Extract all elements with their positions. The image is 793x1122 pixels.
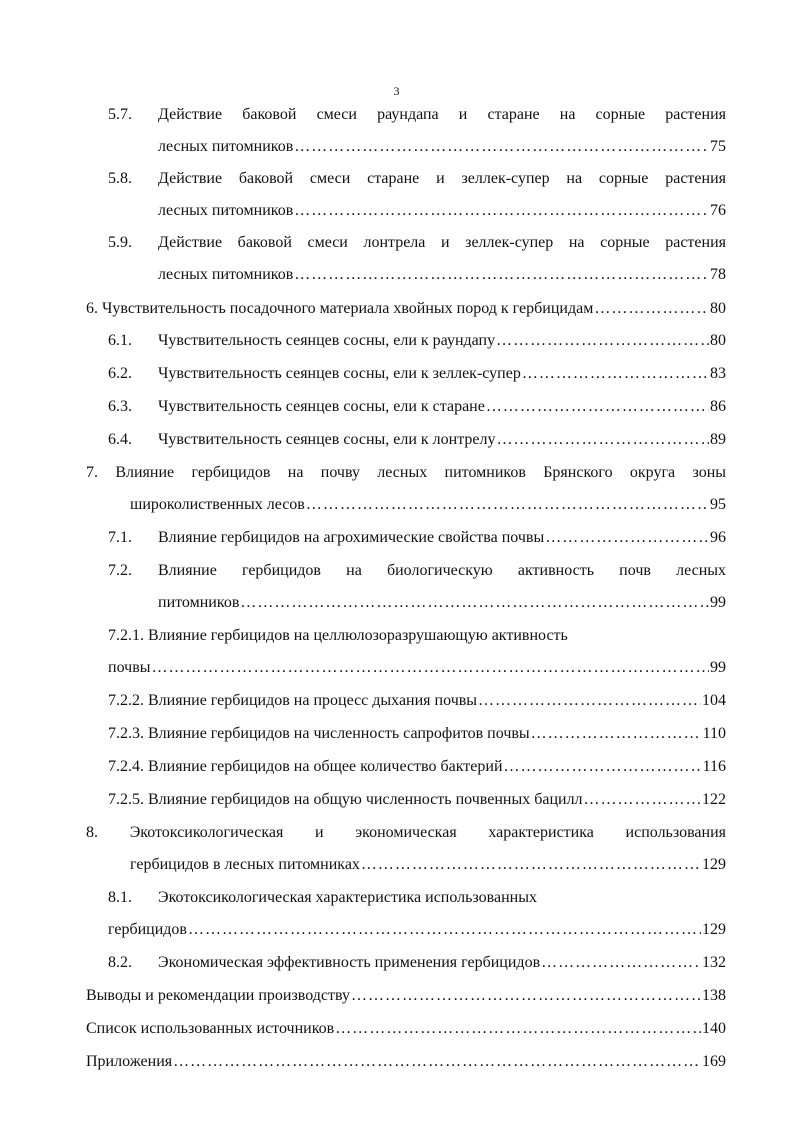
toc-title-cont: почвы xyxy=(108,659,151,676)
toc-entry-6 xyxy=(86,296,726,322)
toc-title: Чувствительность сеянцев сосны, ели к раундапу xyxy=(158,332,496,349)
toc-page: 129 xyxy=(702,921,726,938)
toc-number: 5.7. xyxy=(108,106,132,123)
toc-title: 6. Чувствительность посадочного материала хвойных пород к гербицидам xyxy=(86,300,594,317)
toc-leader xyxy=(478,688,701,714)
page-number: 3 xyxy=(393,84,400,98)
toc-title: Чувствительность сеянцев сосны, ели к старане xyxy=(158,398,485,415)
toc-page: 129 xyxy=(702,856,726,873)
toc-title: Экономическая эффективность применения гербицидов xyxy=(158,954,541,971)
toc-page: 110 xyxy=(702,725,726,742)
toc-page: 169 xyxy=(702,1053,726,1070)
toc-title-cont: лесных питомников xyxy=(158,138,294,155)
toc-leader xyxy=(522,361,709,387)
toc-page: 138 xyxy=(702,987,726,1004)
toc-title-cont: питомников xyxy=(158,594,240,611)
toc-number: 6.2. xyxy=(108,365,132,382)
toc-leader xyxy=(188,917,701,943)
toc-page: 80 xyxy=(710,300,726,317)
toc-number: 5.9. xyxy=(108,234,132,251)
toc-title-cont: гербицидов xyxy=(108,921,187,938)
toc-page: 76 xyxy=(710,202,726,219)
toc-leader xyxy=(361,852,701,878)
toc-entry-7-2-3 xyxy=(108,721,726,747)
toc-title: Действие баковой смеси раундапа и старане на сорные растения xyxy=(158,106,726,123)
toc-leader xyxy=(496,328,709,354)
toc-page: 89 xyxy=(710,431,726,448)
toc-entry-appendix xyxy=(86,1049,726,1075)
toc-entry-6-4-title xyxy=(158,427,726,453)
toc-entry-5-9 xyxy=(0,230,793,256)
toc-leader xyxy=(584,787,701,813)
toc-title: Влияние гербицидов на агрохимические свойства почвы xyxy=(158,529,545,546)
toc-title-cont: гербицидов в лесных питомниках xyxy=(130,856,360,873)
toc-leader xyxy=(531,721,702,747)
toc-leader xyxy=(173,1049,701,1075)
toc-title: 7.2.4. Влияние гербицидов на общее количество бактерий xyxy=(108,758,503,775)
toc-number: 7.1. xyxy=(108,529,132,546)
toc-leader xyxy=(504,754,702,780)
toc-title: Действие баковой смеси старане и зеллек-супер на сорные растения xyxy=(158,170,726,187)
toc-page: 140 xyxy=(702,1020,726,1037)
toc-page: 122 xyxy=(702,791,726,808)
toc-page: 75 xyxy=(710,138,726,155)
toc-page: 99 xyxy=(710,659,726,676)
toc-leader xyxy=(294,262,709,288)
toc-entry-5-9-cont xyxy=(158,262,726,288)
toc-entry-5-7 xyxy=(0,102,793,128)
toc-leader xyxy=(294,134,709,160)
toc-page: 86 xyxy=(710,398,726,415)
toc-entry-8-1-cont xyxy=(108,917,726,943)
toc-page: 132 xyxy=(702,954,726,971)
toc-title: Влияние гербицидов на биологическую активность почв лесных xyxy=(158,562,726,579)
toc-entry-7-2-cont xyxy=(158,590,726,616)
toc-number: 8.2. xyxy=(108,954,132,971)
toc-title: Приложения xyxy=(86,1053,173,1070)
toc-entry-references xyxy=(86,1016,726,1042)
toc-leader xyxy=(240,590,709,616)
toc-page: 83 xyxy=(710,365,726,382)
toc-leader xyxy=(335,1016,701,1042)
toc-title-cont: лесных питомников xyxy=(158,266,294,283)
toc-entry-6-2-title xyxy=(158,361,726,387)
toc-page: 99 xyxy=(710,594,726,611)
toc-page: 96 xyxy=(710,529,726,546)
toc-leader xyxy=(541,950,701,976)
toc-entry-8: 8. Экотоксикологическая и экономическая характеристика использования xyxy=(86,824,726,841)
toc-title: Выводы и рекомендации производству xyxy=(86,987,351,1004)
toc-page: 95 xyxy=(710,496,726,513)
toc-entry-7-cont xyxy=(130,492,726,518)
toc-entry-7-1-title xyxy=(158,525,726,551)
toc-entry-8-1 xyxy=(0,885,793,911)
toc-title-cont: лесных питомников xyxy=(158,202,294,219)
toc-entry-5-8-cont xyxy=(158,198,726,224)
toc-leader xyxy=(152,655,710,681)
toc-leader xyxy=(306,492,709,518)
toc-number: 6.4. xyxy=(108,431,132,448)
toc-entry-5-7-cont xyxy=(158,134,726,160)
toc-entry-7-2-4 xyxy=(108,754,726,780)
toc-page: 116 xyxy=(702,758,726,775)
toc-page: 80 xyxy=(710,332,726,349)
toc-leader xyxy=(351,983,701,1009)
toc-leader xyxy=(594,296,709,322)
toc-entry-5-8 xyxy=(0,166,793,192)
toc-entry-8-2-title xyxy=(158,950,726,976)
toc-title: 7.2.3. Влияние гербицидов на численность сапрофитов почвы xyxy=(108,725,530,742)
toc-number: 8.1. xyxy=(108,889,132,906)
toc-number: 5.8. xyxy=(108,170,132,187)
toc-title-cont: широколиственных лесов xyxy=(130,496,305,513)
toc-number: 6.1. xyxy=(108,332,132,349)
toc-entry-7-2-1: 7.2.1. Влияние гербицидов на целлюлозоразрушающую активность xyxy=(108,627,568,644)
toc-page: 78 xyxy=(710,266,726,283)
toc-entry-6-3-title xyxy=(158,394,726,420)
toc-title: 7.2.5. Влияние гербицидов на общую численность почвенных бацилл xyxy=(108,791,583,808)
toc-leader xyxy=(545,525,709,551)
toc-leader xyxy=(497,427,710,453)
toc-entry-6-1-title xyxy=(158,328,726,354)
toc-entry-7-2-2 xyxy=(108,688,726,714)
toc-page: 104 xyxy=(702,692,726,709)
toc-entry-7-2-1-cont xyxy=(108,655,726,681)
toc-title: Список использованных источников xyxy=(86,1020,335,1037)
toc-title: Действие баковой смеси лонтрела и зеллек-супер на сорные растения xyxy=(158,234,726,251)
toc-title: 7.2.2. Влияние гербицидов на процесс дыхания почвы xyxy=(108,692,478,709)
toc-number: 6.3. xyxy=(108,398,132,415)
toc-entry-7-2 xyxy=(0,558,793,584)
toc-leader xyxy=(294,198,709,224)
toc-number: 7.2. xyxy=(108,562,132,579)
toc-entry-conclusions xyxy=(86,983,726,1009)
toc-title: Чувствительность сеянцев сосны, ели к лонтрелу xyxy=(158,431,496,448)
toc-title: Чувствительность сеянцев сосны, ели к зеллек-супер xyxy=(158,365,521,382)
toc-leader xyxy=(486,394,709,420)
toc-entry-7-2-5 xyxy=(108,787,726,813)
toc-entry-7: 7. Влияние гербицидов на почву лесных питомников Брянского округа зоны xyxy=(86,464,726,481)
toc-entry-8-cont xyxy=(130,852,726,878)
toc-title: Экотоксикологическая характеристика использованных xyxy=(158,889,537,906)
